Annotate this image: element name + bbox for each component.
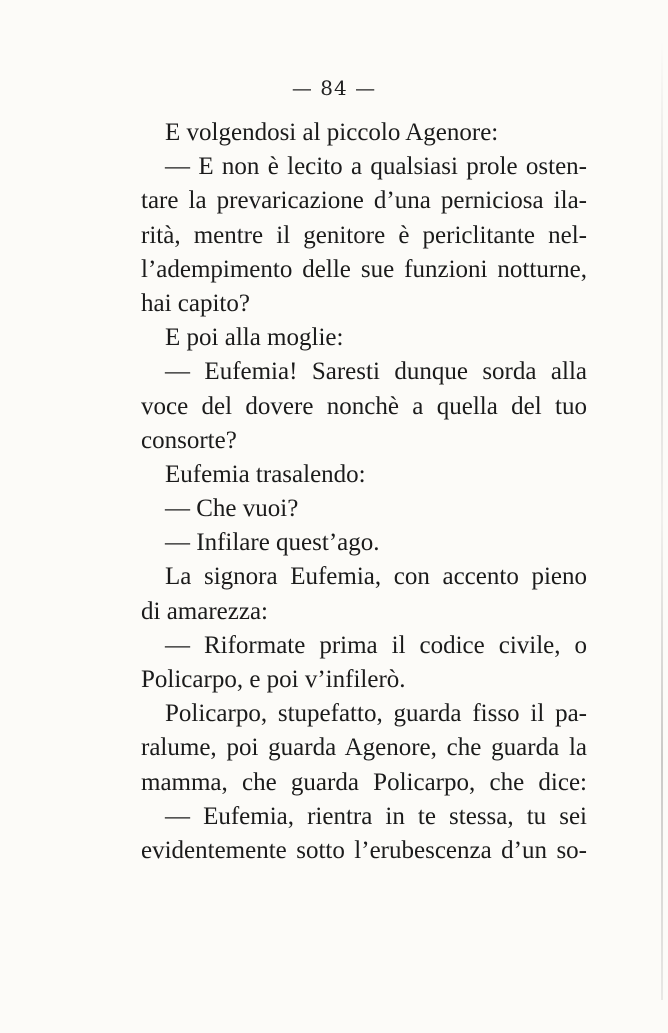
text-line: consorte? xyxy=(141,426,237,454)
text-line: — Eufemia! Saresti dunque sorda alla xyxy=(165,358,587,386)
text-line: — Che vuoi? xyxy=(165,495,299,523)
text-line: rità, mentre il genitore è periclitante nel- xyxy=(141,221,587,249)
text-line: di amarezza: xyxy=(141,597,268,625)
page-edge-shadow xyxy=(661,40,663,1000)
text-line: ralume, poi guarda Agenore, che guarda la xyxy=(141,734,587,762)
text-line: evidentemente sotto l’erubescenza d’un so- xyxy=(141,836,587,864)
text-line: La signora Eufemia, con accento pieno xyxy=(165,563,587,591)
text-line: — Riformate prima il codice civile, o xyxy=(165,631,587,659)
text-line: E volgendosi al piccolo Agenore: xyxy=(165,119,499,146)
text-line: Policarpo, stupefatto, guarda fisso il pa- xyxy=(165,700,587,728)
text-line: — E non è lecito a qualsiasi prole osten- xyxy=(165,153,587,181)
body-text xyxy=(141,116,587,868)
page-number: — 84 — xyxy=(291,76,377,100)
text-line: mamma, che guarda Policarpo, che dice: xyxy=(141,768,587,796)
text-line: l’adempimento delle sue funzioni notturne, xyxy=(141,255,587,283)
text-line: hai capito? xyxy=(141,289,250,317)
text-line: tare la prevaricazione d’una perniciosa ila- xyxy=(141,187,587,215)
text-line: — Eufemia, rientra in te stessa, tu sei xyxy=(165,802,587,830)
text-line: E poi alla moglie: xyxy=(165,324,344,352)
text-line: Policarpo, e poi v’infilerò. xyxy=(141,666,406,693)
text-line: Eufemia trasalendo: xyxy=(165,460,366,488)
text-line: voce del dovere nonchè a quella del tuo xyxy=(141,392,587,420)
text-line: — Infilare quest’ago. xyxy=(165,529,380,557)
